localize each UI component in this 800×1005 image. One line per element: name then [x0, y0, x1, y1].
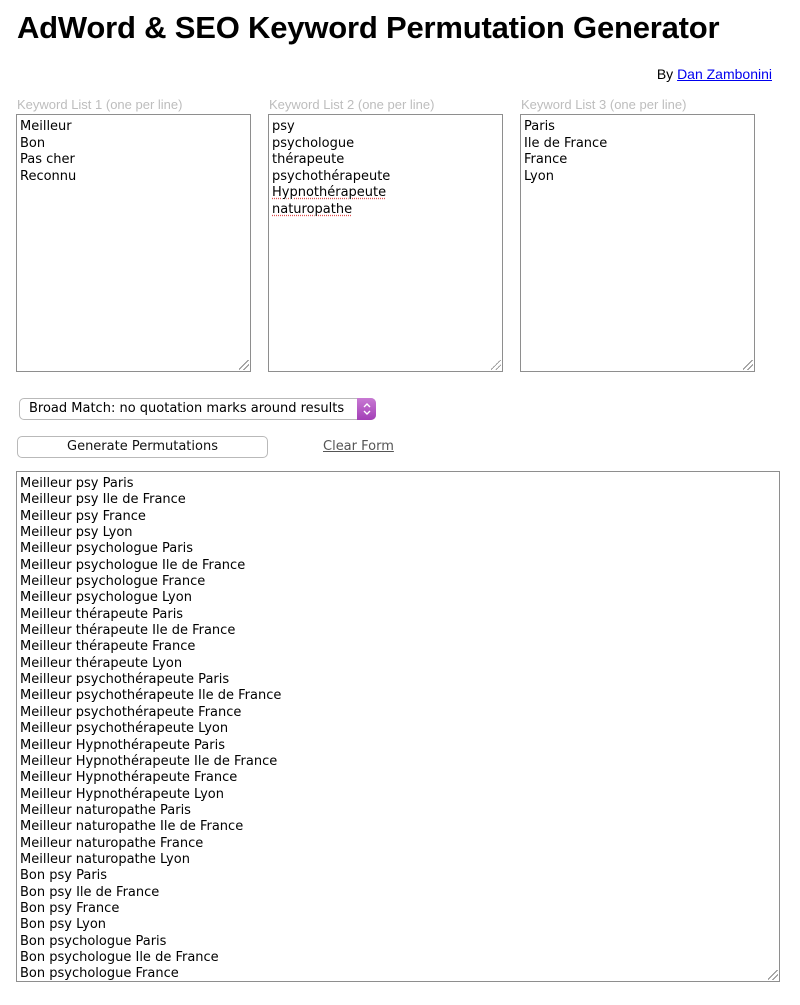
author-link[interactable]: Dan Zambonini [677, 66, 772, 82]
result-line: Meilleur psychothérapeute France [20, 704, 242, 720]
result-line: Meilleur Hypnothérapeute Lyon [20, 786, 224, 802]
results-textarea[interactable] [16, 471, 780, 982]
keyword-line: France [524, 152, 568, 167]
keyword-line: psychologue [272, 135, 355, 151]
clear-form-link[interactable]: Clear Form [323, 439, 394, 454]
result-line: Meilleur psychothérapeute Ile de France [20, 688, 282, 704]
keyword-list-2-label: Keyword List 2 (one per line) [269, 97, 435, 112]
keyword-line: Bon [20, 135, 46, 151]
result-line: Meilleur Hypnothérapeute Ile de France [20, 753, 278, 769]
match-type-select[interactable] [19, 398, 376, 420]
result-line: Meilleur psychothérapeute Lyon [20, 721, 229, 737]
result-line: Bon psy Ile de France [20, 884, 160, 900]
result-line: Meilleur psy France [20, 508, 146, 524]
keyword-list-3-label: Keyword List 3 (one per line) [521, 97, 687, 112]
keyword-list-1-textarea[interactable] [16, 114, 251, 372]
result-line: Meilleur naturopathe Ile de France [20, 819, 244, 835]
keyword-line: thérapeute [272, 152, 345, 167]
result-line: Meilleur psychologue France [20, 574, 206, 590]
result-line: Meilleur psy Paris [20, 476, 134, 491]
select-arrows-icon[interactable] [357, 398, 376, 420]
byline-prefix: By [656, 66, 678, 82]
result-line: Meilleur thérapeute Ile de France [20, 623, 236, 639]
match-type-selected-value: Broad Match: no quotation marks around results [29, 401, 345, 416]
keyword-line: psychothérapeute [272, 168, 391, 184]
keyword-line [272, 202, 499, 219]
misspelled-word: Hypnothérapeute [272, 185, 387, 200]
result-line: Meilleur Hypnothérapeute Paris [20, 737, 225, 753]
keyword-line: Lyon [524, 168, 554, 184]
result-line: Meilleur thérapeute Lyon [20, 655, 183, 671]
keyword-line: Ile de France [524, 135, 608, 151]
result-line: Bon psy Lyon [20, 917, 107, 933]
keyword-line: Pas cher [20, 152, 75, 167]
keyword-line [272, 185, 499, 202]
result-line: Meilleur psy Lyon [20, 525, 133, 541]
result-line: Bon psy Paris [20, 868, 108, 884]
keyword-line: Reconnu [20, 168, 77, 184]
page-title: AdWord & SEO Keyword Permutation Generator [17, 10, 720, 45]
keyword-line: psy [272, 119, 295, 134]
resize-grip-icon[interactable] [491, 360, 501, 370]
result-line: Meilleur Hypnothérapeute France [20, 770, 238, 786]
keyword-list-2-textarea[interactable] [268, 114, 503, 372]
result-line: Meilleur thérapeute France [20, 639, 196, 655]
keyword-line: Paris [524, 119, 555, 134]
resize-grip-icon[interactable] [743, 360, 753, 370]
result-line: Meilleur psychothérapeute Paris [20, 672, 230, 688]
result-line: Bon psychologue Ile de France [20, 949, 219, 965]
byline [657, 66, 772, 82]
keyword-list-1-label: Keyword List 1 (one per line) [17, 97, 183, 112]
keyword-list-3-textarea[interactable] [520, 114, 755, 372]
result-line: Meilleur psychologue Ile de France [20, 557, 246, 573]
resize-grip-icon[interactable] [239, 360, 249, 370]
result-line: Meilleur naturopathe Lyon [20, 851, 190, 867]
keyword-line: Meilleur [20, 119, 72, 134]
result-line: Meilleur psychologue Paris [20, 541, 193, 557]
result-line: Meilleur psy Ile de France [20, 492, 186, 508]
result-line: Bon psychologue France [20, 966, 179, 982]
resize-grip-icon[interactable] [768, 970, 778, 980]
result-line: Meilleur naturopathe France [20, 835, 204, 851]
result-line: Bon psy France [20, 900, 120, 916]
misspelled-word: naturopathe [272, 201, 353, 217]
result-line: Meilleur naturopathe Paris [20, 802, 191, 818]
result-line: Bon psychologue Paris [20, 933, 167, 949]
generate-permutations-button[interactable]: Generate Permutations [17, 436, 268, 458]
result-line: Meilleur psychologue Lyon [20, 590, 192, 606]
result-line: Meilleur thérapeute Paris [20, 606, 184, 622]
